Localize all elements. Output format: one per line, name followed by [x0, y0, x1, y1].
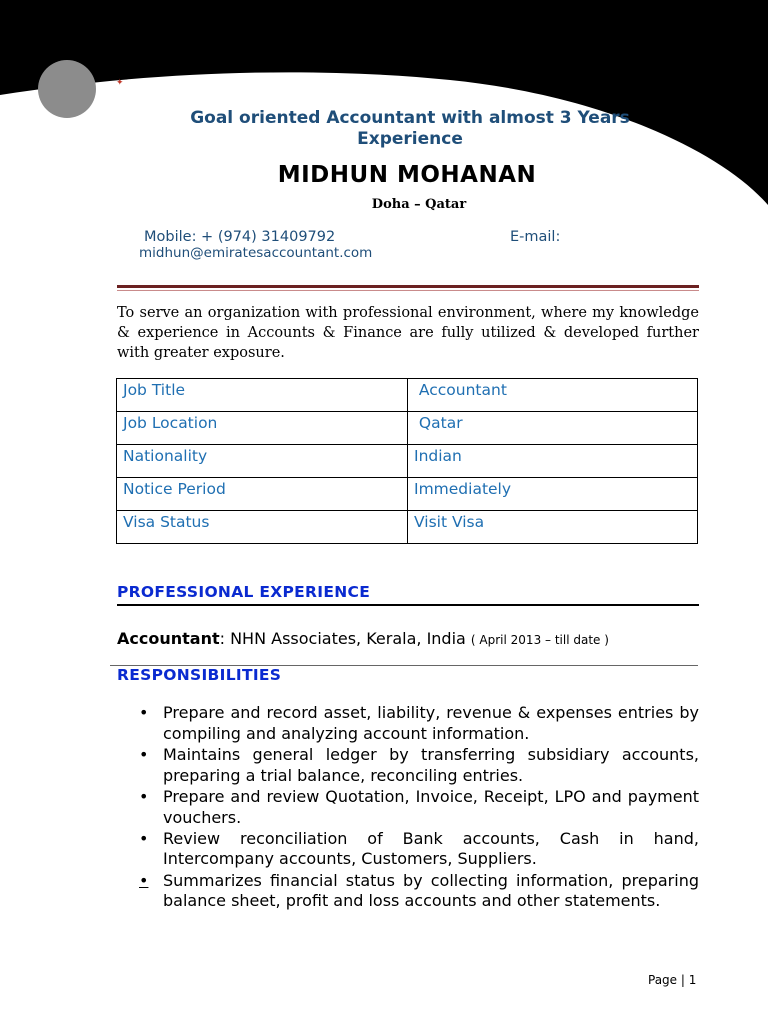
job-company: : NHN Associates, Kerala, India: [219, 629, 471, 648]
bullet-icon: •: [139, 744, 149, 764]
mobile-number: Mobile: + (974) 31409792: [144, 229, 336, 245]
details-row: [117, 412, 698, 445]
email-address[interactable]: midhun@emiratesaccountant.com: [139, 245, 373, 261]
responsibility-item: [117, 787, 699, 829]
candidate-name: MIDHUN MOHANAN: [277, 162, 537, 188]
details-value: Immediately: [408, 478, 698, 511]
profile-photo: [38, 60, 96, 118]
email-label: E-mail:: [510, 229, 561, 245]
responsibility-text: Summarizes financial status by collecting information, preparing balance sheet, profit and loss accounts and other statements.: [163, 870, 699, 911]
responsibility-item: [117, 703, 699, 745]
details-label: Job Title: [117, 379, 408, 412]
responsibility-text: Prepare and record asset, liability, revenue & expenses entries by compiling and analyzing account information.: [163, 703, 699, 743]
job-entry: [117, 629, 609, 648]
responsibility-item: [117, 745, 699, 787]
tagline: Goal oriented Accountant with almost 3 Years Experience: [190, 108, 630, 149]
details-value: Indian: [408, 445, 698, 478]
bullet-icon: •: [139, 870, 149, 890]
bullet-icon: •: [139, 786, 149, 806]
section-heading-responsibilities: RESPONSIBILITIES: [117, 666, 282, 684]
details-row: [117, 379, 698, 412]
section-heading-experience: PROFESSIONAL EXPERIENCE: [117, 583, 371, 601]
page-number: Page | 1: [648, 973, 697, 987]
details-value: Accountant: [408, 379, 698, 412]
responsibility-item: [117, 829, 699, 871]
responsibility-text: Maintains general ledger by transferring subsidiary accounts, preparing a trial balance, reconciling entries.: [163, 744, 699, 785]
responsibility-item: [117, 871, 699, 913]
job-role: Accountant: [117, 629, 220, 648]
career-objective: To serve an organization with professional environment, where my knowledge & experience in Accounts & Finance are fully utilized & developed further with greater exposure.: [117, 305, 699, 361]
bullet-icon: •: [139, 828, 149, 848]
header-divider-accent: [117, 290, 699, 291]
details-row: [117, 511, 698, 544]
personal-details-table: [116, 378, 698, 544]
details-row: [117, 445, 698, 478]
decorative-mark-icon: ✦: [116, 78, 124, 88]
candidate-location: Doha – Qatar: [371, 197, 467, 212]
details-label: Notice Period: [117, 478, 408, 511]
responsibility-text: Review reconciliation of Bank accounts, Cash in hand, Intercompany accounts, Customers, Suppliers.: [163, 828, 699, 869]
details-value: Qatar: [408, 412, 698, 445]
bullet-icon: •: [139, 703, 149, 722]
details-label: Job Location: [117, 412, 408, 445]
details-value: Visit Visa: [408, 511, 698, 544]
responsibilities-list: [117, 703, 699, 912]
header-divider: [117, 285, 699, 288]
job-dates: ( April 2013 – till date ): [470, 633, 609, 647]
details-row: [117, 478, 698, 511]
responsibility-text: Prepare and review Quotation, Invoice, Receipt, LPO and payment vouchers.: [163, 786, 699, 827]
experience-divider: [117, 604, 699, 606]
details-label: Visa Status: [117, 511, 408, 544]
details-label: Nationality: [117, 445, 408, 478]
